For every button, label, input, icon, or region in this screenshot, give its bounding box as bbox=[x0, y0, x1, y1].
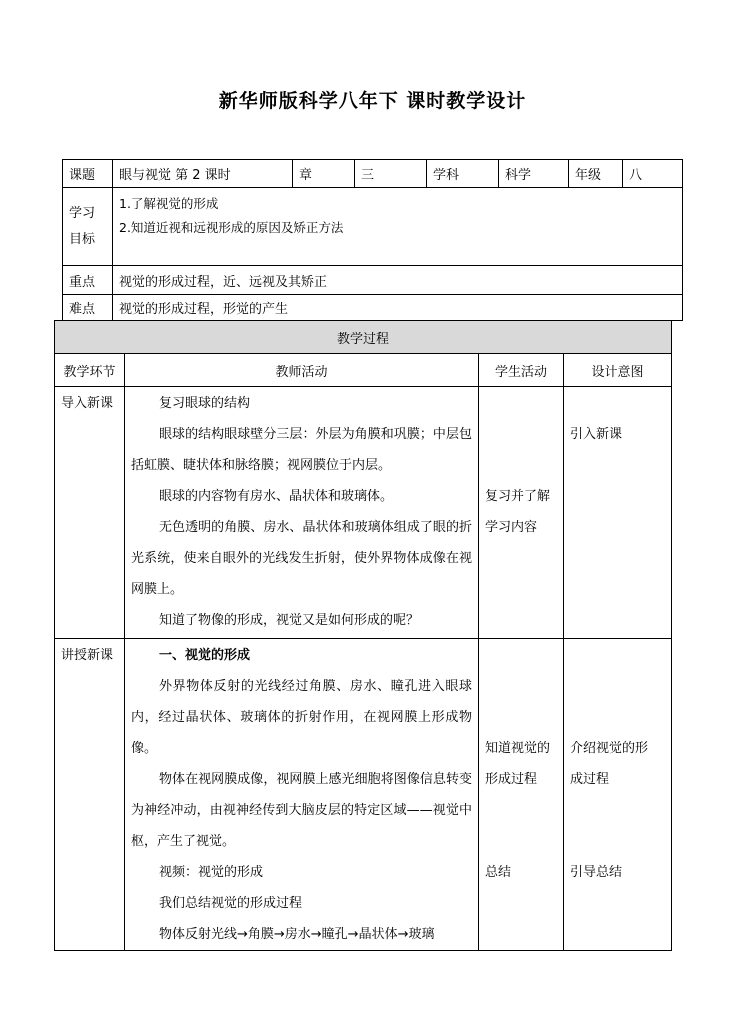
header-stage: 教学环节 bbox=[55, 354, 125, 387]
intro-student-line: 复习并了解 bbox=[485, 489, 551, 504]
chapter-label: 章 bbox=[293, 160, 355, 188]
lecture-intent bbox=[564, 639, 672, 951]
objective-item: 2.知道近视和远视形成的原因及矫正方法 bbox=[119, 220, 344, 235]
lecture-stage: 讲授新课 bbox=[55, 639, 125, 951]
intro-intent-line: 引入新课 bbox=[570, 427, 623, 442]
objective-item: 1.了解视觉的形成 bbox=[119, 196, 219, 211]
key-label: 重点 bbox=[63, 266, 113, 295]
lecture-student bbox=[479, 639, 564, 951]
intro-teacher bbox=[125, 387, 479, 639]
intro-paragraph: 眼球的内容物有房水、晶状体和玻璃体。 bbox=[159, 489, 394, 504]
info-table bbox=[62, 159, 683, 321]
objectives-label-line1: 学习 bbox=[69, 205, 96, 221]
lecture-paragraph: 物体在视网膜成像，视网膜上感光细胞将图像信息转变为神经冲动，由视神经传到大脑皮层的特定区域——视觉中枢，产生了视觉。 bbox=[131, 772, 472, 849]
difficult-value: 视觉的形成过程，形觉的产生 bbox=[113, 295, 683, 321]
header-intent: 设计意图 bbox=[564, 354, 672, 387]
lecture-intent-line: 引导总结 bbox=[570, 865, 623, 880]
topic-label: 课题 bbox=[63, 160, 113, 188]
header-student: 学生活动 bbox=[479, 354, 564, 387]
lecture-student-line: 总结 bbox=[485, 865, 512, 880]
process-table bbox=[54, 320, 672, 951]
grade-value: 八 bbox=[623, 160, 683, 188]
lecture-intent-line: 成过程 bbox=[570, 772, 610, 787]
intro-paragraph: 复习眼球的结构 bbox=[159, 396, 251, 411]
difficult-label: 难点 bbox=[63, 295, 113, 321]
lecture-heading: 一、视觉的形成 bbox=[159, 648, 251, 663]
lecture-paragraph: 外界物体反射的光线经过角膜、房水、瞳孔进入眼球内，经过晶状体、玻璃体的折射作用，在视网膜上形成物像。 bbox=[131, 679, 472, 756]
subject-label: 学科 bbox=[427, 160, 499, 188]
intro-stage: 导入新课 bbox=[55, 387, 125, 639]
lecture-paragraph: 我们总结视觉的形成过程 bbox=[159, 896, 303, 911]
subject-value: 科学 bbox=[499, 160, 569, 188]
grade-label: 年级 bbox=[569, 160, 623, 188]
intro-student-line: 学习内容 bbox=[485, 520, 538, 535]
intro-student bbox=[479, 387, 564, 639]
header-teacher: 教师活动 bbox=[125, 354, 479, 387]
lecture-intent-line: 介绍视觉的形 bbox=[570, 741, 649, 756]
process-title: 教学过程 bbox=[55, 321, 672, 354]
lecture-student-line: 形成过程 bbox=[485, 772, 538, 787]
intro-paragraph: 无色透明的角膜、房水、晶状体和玻璃体组成了眼的折光系统，使来自眼外的光线发生折射，使外界物体成像在视网膜上。 bbox=[131, 520, 472, 597]
chapter-value: 三 bbox=[355, 160, 427, 188]
lecture-paragraph: 物体反射光线→角膜→房水→瞳孔→晶状体→玻璃 bbox=[159, 927, 435, 942]
intro-intent bbox=[564, 387, 672, 639]
objectives-value bbox=[113, 188, 683, 266]
objectives-label-line2: 目标 bbox=[69, 231, 96, 247]
intro-paragraph: 知道了物像的形成，视觉又是如何形成的呢？ bbox=[159, 613, 420, 628]
key-value: 视觉的形成过程，近、远视及其矫正 bbox=[113, 266, 683, 295]
topic-value: 眼与视觉 第 2 课时 bbox=[113, 160, 293, 188]
lecture-paragraph: 视频：视觉的形成 bbox=[159, 865, 264, 880]
page-title: 新华师版科学八年下 课时教学设计 bbox=[218, 90, 527, 112]
intro-paragraph: 眼球的结构眼球壁分三层：外层为角膜和巩膜；中层包括虹膜、睫状体和脉络膜；视网膜位于内层。 bbox=[131, 427, 472, 473]
lecture-student-line: 知道视觉的 bbox=[485, 741, 551, 756]
objectives-label bbox=[63, 188, 113, 266]
lecture-teacher bbox=[125, 639, 479, 951]
